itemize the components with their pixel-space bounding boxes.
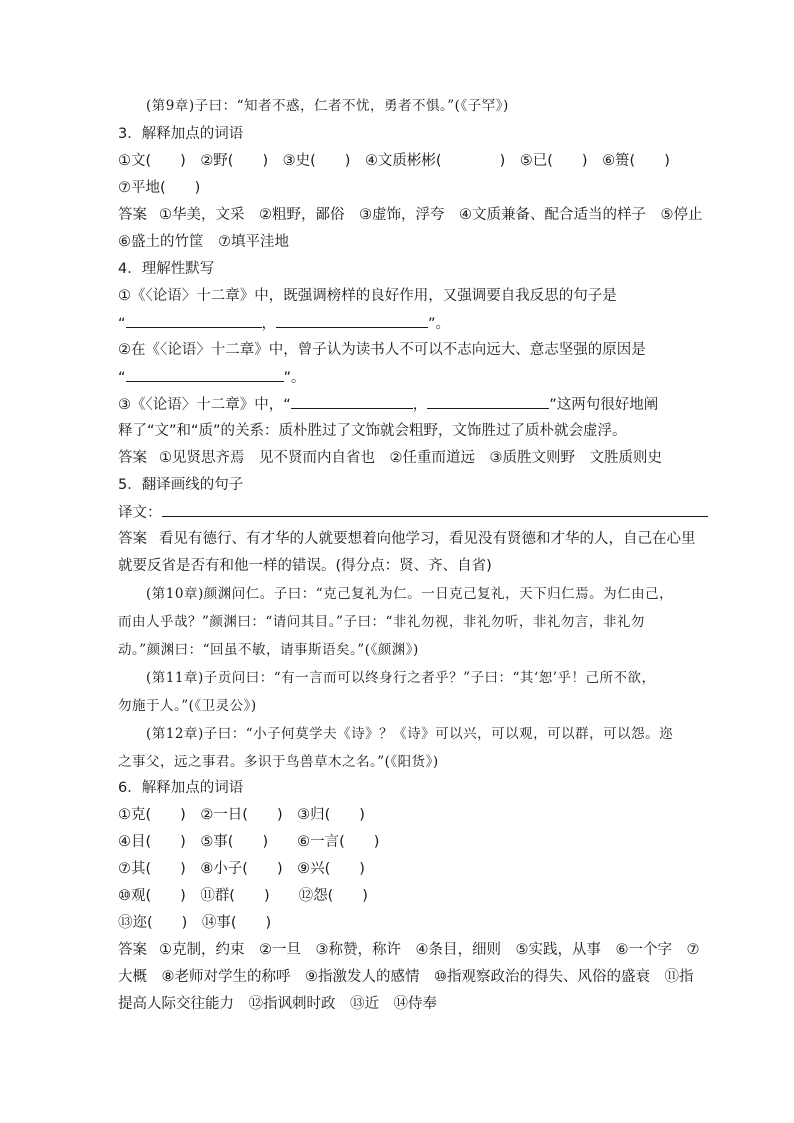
chapter-11-line-1: (第11章)子贡问曰：“有一言而可以终身行之者乎？”子曰：“其‘恕’乎！己所不欲， xyxy=(146,670,656,686)
q4-answer: 答案 ①见贤思齐焉 见不贤而内自省也 ②任重而道远 ③质胜文则野 文胜质则史 xyxy=(118,450,662,466)
section-5-heading: 5．翻译画线的句子 xyxy=(118,477,244,493)
q3-answer-text-1: ①华美，文采 ②粗野，鄙俗 ③虚饰，浮夸 ④文质兼备、配合适当的样子 ⑤停止 xyxy=(159,207,703,223)
q4-item-1: ①《〈论语〉十二章》中，既强调榜样的良好作用，又强调要自我反思的句子是 xyxy=(118,288,617,304)
fill-blank[interactable] xyxy=(276,313,428,328)
chapter-9-text: (第9章)子曰：“知者不惑，仁者不忧，勇者不惧。”(《子罕》) xyxy=(146,98,509,114)
q6-items-row-1: ①克( ) ②一日( ) ③归( ) xyxy=(118,807,365,823)
answer-label: 答案 xyxy=(118,531,147,547)
q6-answer-line-3: 提高人际交往能力 ⑫指讽刺时政 ⑬近 ⑭侍奉 xyxy=(118,996,437,1012)
q4-item-2-blank: “ ”。 xyxy=(118,367,684,388)
q6-items-row-3: ⑦其( ) ⑧小子( ) ⑨兴( ) xyxy=(118,861,365,877)
section-4-heading: 4．理解性默写 xyxy=(118,261,215,277)
fill-blank[interactable] xyxy=(126,367,284,382)
fill-blank[interactable] xyxy=(291,394,413,409)
chapter-10-line-1: (第10章)颜渊问仁。子曰：“克己复礼为仁。一日克己复礼，天下归仁焉。为仁由己， xyxy=(146,586,674,602)
q5-translation-line: 译文： xyxy=(118,502,684,523)
chapter-12-line-1: (第12章)子曰：“小子何莫学夫《诗》？《诗》可以兴，可以观，可以群，可以怨。迩 xyxy=(146,726,674,742)
q4-item-3: ③《〈论语〉十二章》中，“ ， ”这两句很好地阐 xyxy=(118,394,684,415)
q6-answer-line-2: 大概 ⑧老师对学生的称呼 ⑨指激发人的感情 ⑩指观察政治的得失、风俗的盛衰 ⑪指 xyxy=(118,969,694,985)
answer-label: 答案 xyxy=(118,207,147,223)
q3-items-line-1: ①文( ) ②野( ) ③史( ) ④文质彬彬( ) ⑤已( ) ⑥篑( ) xyxy=(118,153,670,169)
q4-item-2: ②在《〈论语〉十二章》中，曾子认为读书人不可以不志向远大、意志坚强的原因是 xyxy=(118,342,646,358)
q5-answer-line-2: 就要反省是否有和他一样的错误。(得分点：贤、齐、自省) xyxy=(118,558,492,574)
q4-item-3-cont: 释了“文”和“质”的关系：质朴胜过了文饰就会粗野，文饰胜过了质朴就会虚浮。 xyxy=(118,423,627,439)
answer-label: 答案 xyxy=(118,450,147,466)
q3-items-line-2: ⑦平地( ) xyxy=(118,180,201,196)
fill-blank[interactable] xyxy=(126,313,262,328)
answer-label: 答案 xyxy=(118,942,147,958)
q6-answer-line-1: 答案 ①克制，约束 ②一旦 ③称赞，称许 ④条目，细则 ⑤实践，从事 ⑥一个字 ⑦ xyxy=(118,942,700,958)
chapter-11-line-2: 勿施于人。”(《卫灵公》) xyxy=(118,698,257,714)
q6-items-row-4: ⑩观( ) ⑪群( ) ⑫怨( ) xyxy=(118,888,368,904)
section-6-heading: 6．解释加点的词语 xyxy=(118,780,244,796)
q4-item-1-blanks: “ ， ”。 xyxy=(118,313,684,334)
q3-answer-line-1 xyxy=(118,205,703,225)
chapter-10-line-3: 动。”颜渊曰：“回虽不敏，请事斯语矣。”(《颜渊》) xyxy=(118,642,419,658)
chapter-10-line-2: 而由人乎哉？”颜渊曰：“请问其目。”子曰：“非礼勿视，非礼勿听，非礼勿言，非礼勿 xyxy=(118,614,645,630)
chapter-12-line-2: 之事父，远之事君。多识于鸟兽草木之名。”(《阳货》) xyxy=(118,754,439,770)
q3-answer-line-2: ⑥盛土的竹筐 ⑦填平洼地 xyxy=(118,234,289,250)
q6-items-row-2: ④目( ) ⑤事( ) ⑥一言( ) xyxy=(118,834,380,850)
translation-blank[interactable] xyxy=(162,502,708,517)
fill-blank[interactable] xyxy=(427,394,549,409)
section-3-heading: 3．解释加点的词语 xyxy=(118,126,244,142)
q5-answer-line-1: 答案 看见有德行、有才华的人就要想着向他学习，看见没有贤德和才华的人，自己在心里 xyxy=(118,531,696,547)
q6-items-row-5: ⑬迩( ) ⑭事( ) xyxy=(118,915,272,931)
